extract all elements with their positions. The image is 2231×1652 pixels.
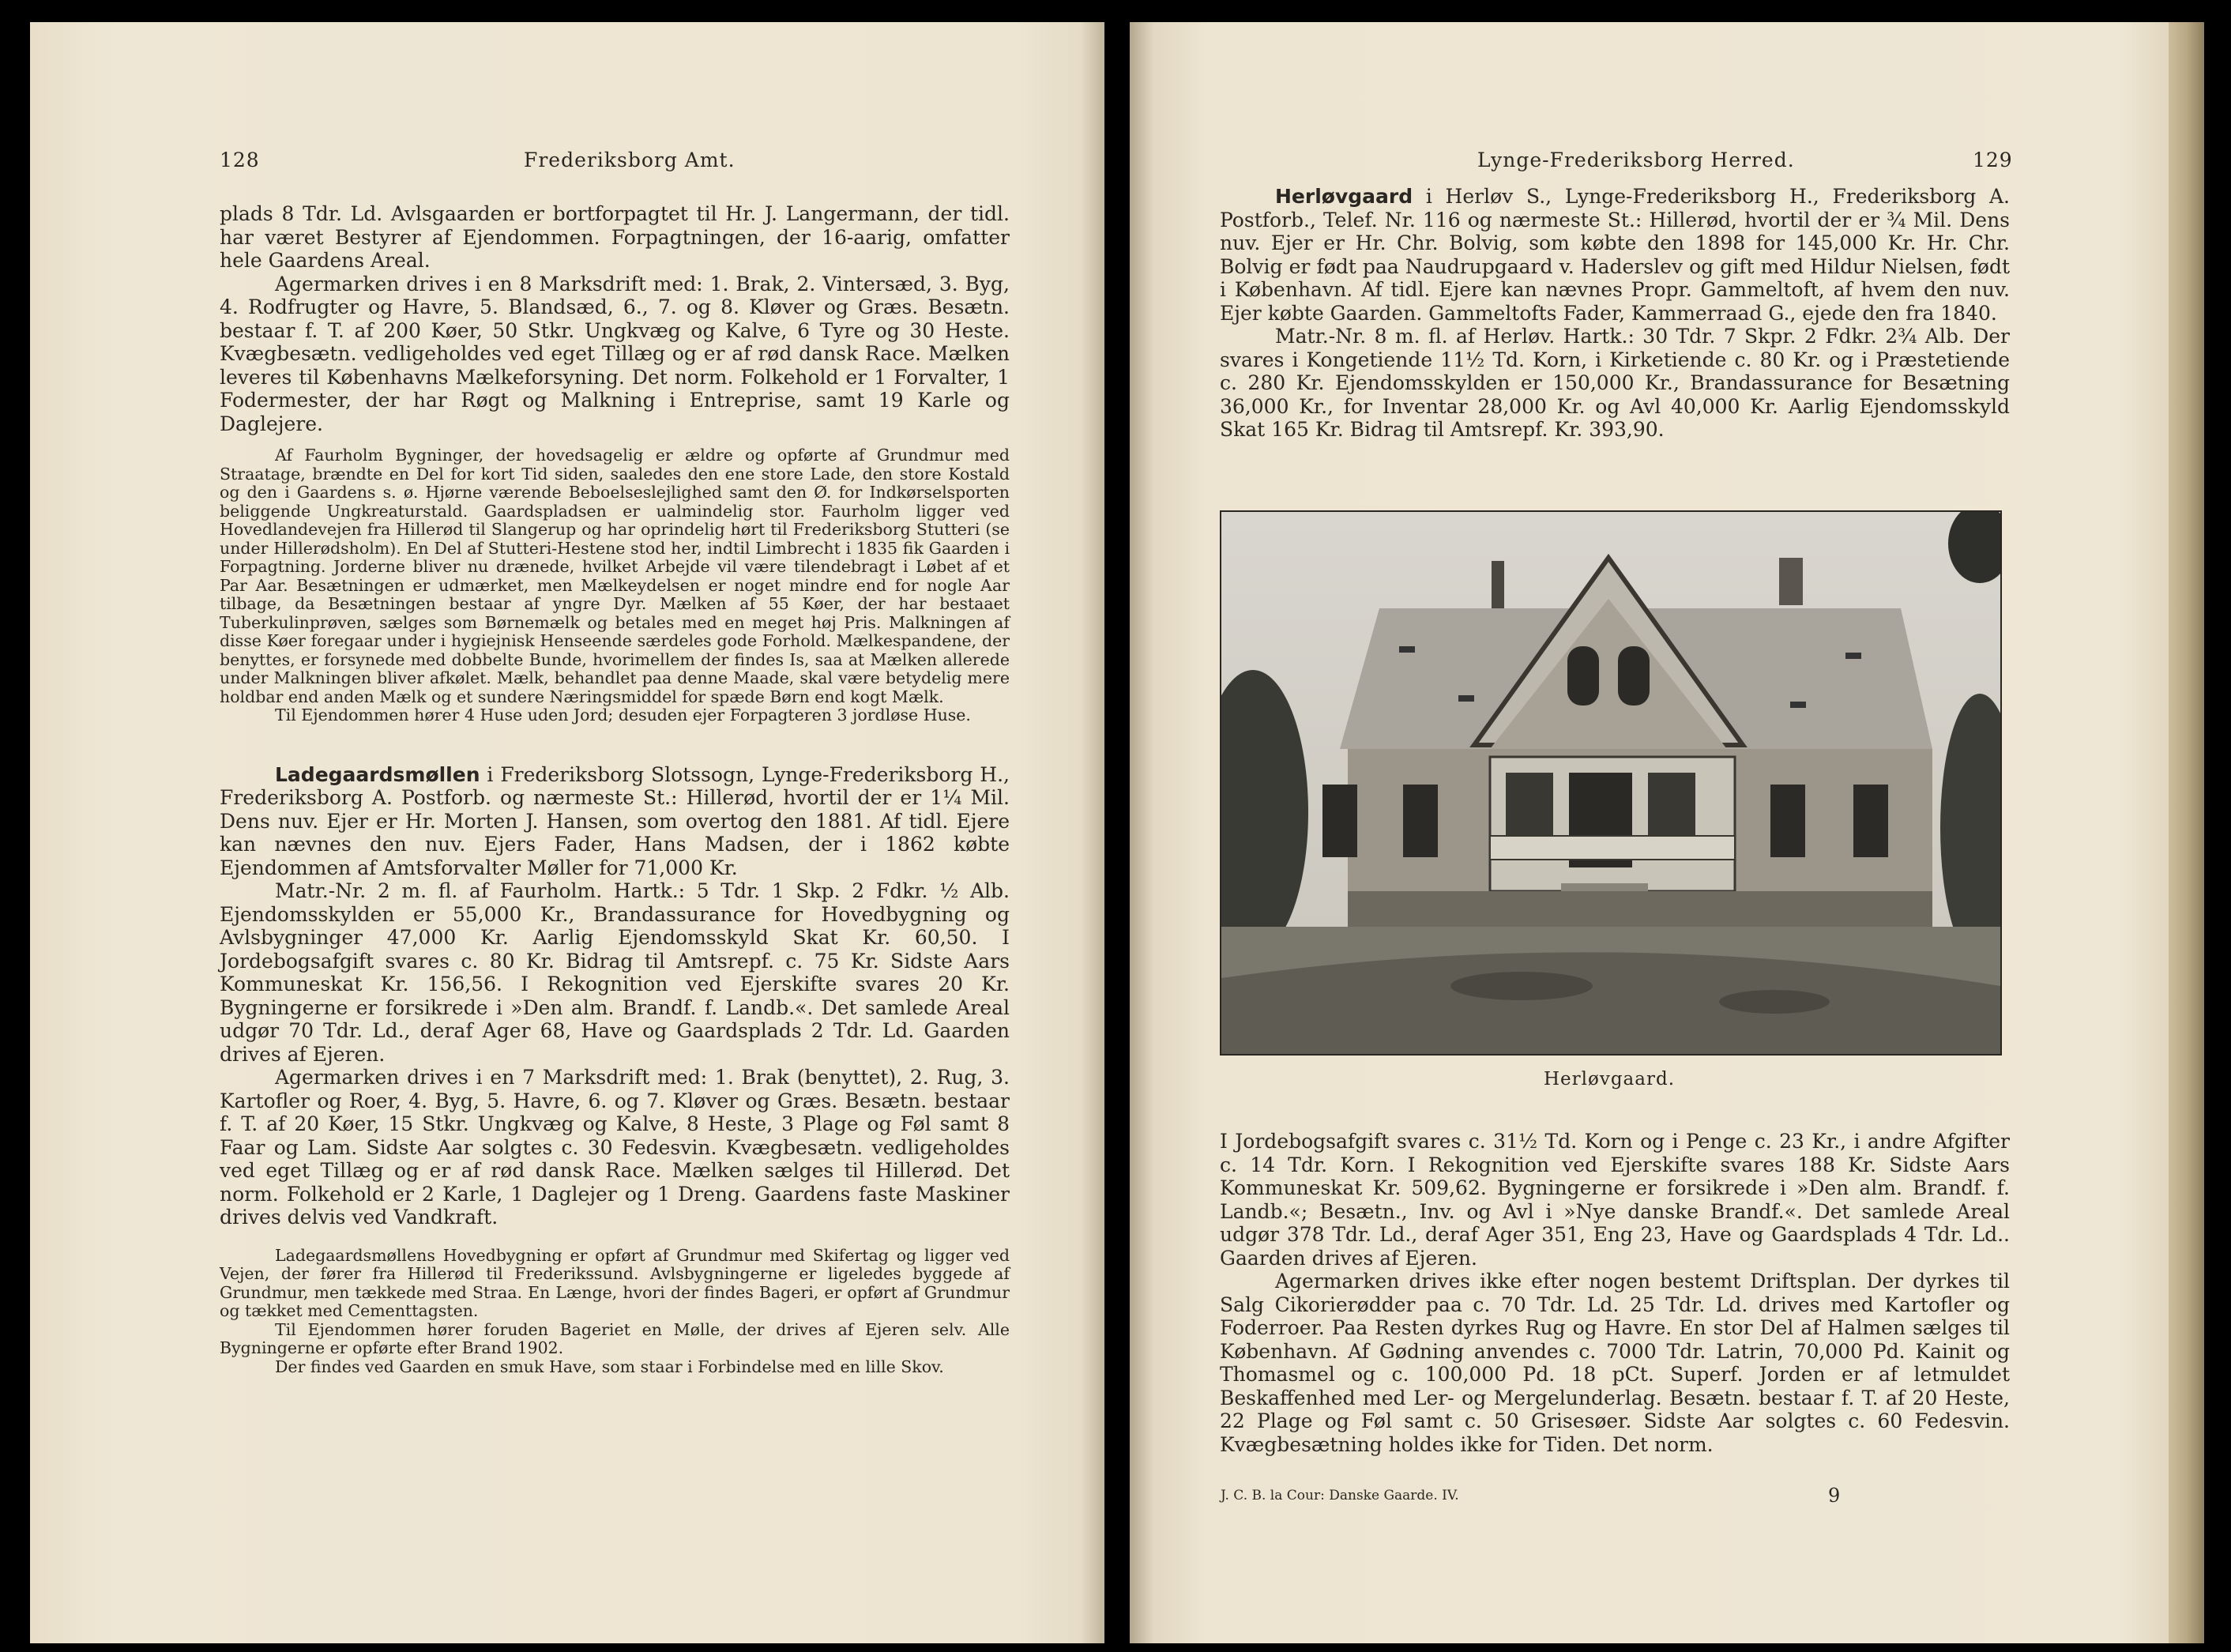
paragraph: Agermarken drives i en 8 Marksdrift med: 1. Brak, 2. Vintersæd, 3. Byg, 4. Rodfrugter og Havre, 5. Blandsæd, 6., 7. og 8. Kløver og Græs. Besætn. bestaar f. T. af 200 Køer, 50 Stkr. Ungkvæg og Kalve, 6 Tyre og 30 Heste. Kvægbesætn. vedligeholdes ved eget Tillæg og er af rød dansk Race. Mælken leveres til Københavns Mælkeforsyning. Det norm. Folkehold er 1 Forvalter, 1 Fodermester, der har Røgt og Malkning i Entreprise, samt 19 Karle og Daglejere. (220, 272, 1010, 435)
left-page (30, 22, 1104, 1643)
footer-signature: J. C. B. la Cour: Danske Gaarde. IV. (1221, 1488, 1459, 1503)
herlovgaard-photo (1220, 510, 2002, 1056)
small-print-paragraph: Af Faurholm Bygninger, der hovedsagelig er ældre og opførte af Grundmur med Straatage, brændte en Del for kort Tid siden, saaledes den ene store Lade, den store Kostald og den i Gaardens s. ø. Hjørne værende Beboelseslejlighed samt den Ø. for Indkørselsporten beliggende Ungkreaturstald. Gaardspladsen er ualmindelig stor. Faurholm ligger ved Hovedlandevejen fra Hillerød til Slangerup og har oprindelig hørt til Frederiksborg Stutteri (se under Hillerødsholm). En Del af Stutteri-Hestene stod her, indtil Limbrecht i 1835 fik Gaarden i Forpagtning. Jorderne bliver nu drænede, hvilket Arbejde vil være tilendebragt i Løbet af et Par Aar. Besætningen er udmærket, men Mælkeydelsen er noget mindre end for nogle Aar tilbage, da Besætningen bestaar af yngre Dyr. Mælken af 55 Køer, der har bestaaet Tuberkulinprøven, sælges som Børnemælk og betales med en meget høj Pris. Malkningen af disse Køer foregaar under i hygiejnisk Henseende særdeles gode Forhold. Mælkespandene, der benyttes, er forsynede med dobbelte Bunde, hvorimellem der findes Is, saa at Mælken allerede under Malkningen bliver afkølet. Mælk, behandlet paa denne Maade, skal være betydelig mere holdbar end anden Mælk og et sundere Næringsmiddel for spæde Børn end kogt Mælk. (220, 446, 1010, 706)
left-running-head: Frederiksborg Amt. (524, 149, 736, 171)
house-photo-illustration (1221, 512, 2000, 1054)
entry-title: Herløvgaard (1275, 185, 1413, 208)
entry-text: i Herløv S., Lynge-Frederiksborg H., Frederiksborg A. Postforb., Telef. Nr. 116 og nærmeste St.: Hillerød, hvortil der er ¾ Mil. Dens nuv. Ejer er Hr. Chr. Bolvig, som købte den 1898 for 145,000 Kr. Hr. Chr. Bolvig er født paa Naudrupgaard v. Haderslev og gift med Hildur Nielsen, født i København. Af tidl. Ejere kan nævnes Propr. Gammeltoft, af hvem den nuv. Ejer købte Gaarden. Gammeltofts Fader, Kammerraad G., ejede den fra 1840. (1220, 185, 2010, 325)
paragraph: Matr.-Nr. 2 m. fl. af Faurholm. Hartk.: 5 Tdr. 1 Skp. 2 Fdkr. ½ Alb. Ejendomsskylden er 55,000 Kr., Brandassurance for Hovedbygning og Avlsbygninger 47,000 Kr. Aarlig Ejendomsskyld Skat Kr. 60,50. I Jordebogsafgift svares c. 80 Kr. Bidrag til Amtsrepf. c. 75 Kr. Sidste Aars Kommuneskat Kr. 156,56. I Rekognition ved Ejerskifte svares 20 Kr. Bygningerne er forsikrede i »Den alm. Brandf. f. Landb.«. Det samlede Areal udgør 70 Tdr. Ld., deraf Ager 68, Have og Gaardsplads 2 Tdr. Ld. Gaarden drives af Ejeren. (220, 879, 1010, 1066)
left-text-column (220, 202, 1010, 1376)
small-print-paragraph: Ladegaardsmøllens Hovedbygning er opført af Grundmur med Skifertag og ligger ved Vejen, der fører fra Hillerød til Frederikssund. Avlsbygningerne er ligeledes byggede af Grundmur, men tækkede med Straa. En Længe, hvori der findes Bageri, er opført af Grundmur og tækket med Cementtagsten. (220, 1245, 1010, 1320)
small-print-paragraph: Til Ejendommen hører foruden Bageriet en Mølle, der drives af Ejeren selv. Alle Bygningerne er opførte efter Brand 1902. (220, 1319, 1010, 1357)
left-page-number: 128 (220, 149, 260, 171)
page-edge (2169, 22, 2204, 1643)
paragraph: I Jordebogsafgift svares c. 31½ Td. Korn og i Penge c. 23 Kr., i andre Afgifter c. 14 Tdr. Korn. I Rekognition ved Ejerskifte svares 188 Kr. Sidste Aars Kommuneskat Kr. 509,62. Bygningerne er forsikrede i »Den alm. Brandf. f. Landb.«; Besætn., Inv. og Avl i »Nye danske Brandf.«. Det samlede Areal udgør 378 Tdr. Ld., deraf Ager 351, Eng 23, Have og Gaardsplads 4 Tdr. Ld.. Gaarden drives af Ejeren. (1220, 1130, 2010, 1270)
right-top-text-column (1220, 185, 2010, 442)
spine-shadow (1081, 22, 1104, 1643)
photo-caption: Herløvgaard. (1543, 1069, 1676, 1089)
right-page (1130, 22, 2204, 1643)
paragraph: Matr.-Nr. 8 m. fl. af Herløv. Hartk.: 30 Tdr. 7 Skpr. 2 Fdkr. 2¾ Alb. Der svares i Kongetiende 11½ Td. Korn, i Kirketiende c. 80 Kr. og i Præstetiende c. 280 Kr. Ejendomsskylden er 150,000 Kr., Brandassurance for Besætning 36,000 Kr., for Inventar 28,000 Kr. og Avl 40,000 Kr. Aarlig Ejendomsskyld Skat 165 Kr. Bidrag til Amtsrepf. Kr. 393,90. (1220, 325, 2010, 441)
paragraph: Agermarken drives ikke efter nogen bestemt Driftsplan. Der dyrkes til Salg Cikorierødder paa c. 70 Tdr. Ld. 25 Tdr. Ld. drives med Kartofler og Foderroer. Paa Resten dyrkes Rug og Havre. En stor Del af Halmen sælges til København. Af Gødning anvendes c. 7000 Tdr. Latrin, 70,000 Pd. Kainit og Thomasmel og c. 100,000 Pd. 18 pCt. Superf. Jorden er af letmuldet Beskaffenhed med Ler- og Mergelunderlag. Besætn. bestaar f. T. af 20 Heste, 22 Plage og Føl samt c. 50 Grisesøer. Sidste Aar solgtes c. 60 Fedesvin. Kvægbesætning holdes ikke for Tiden. Det norm. (1220, 1270, 2010, 1456)
paragraph: plads 8 Tdr. Ld. Avlsgaarden er bortforpagtet til Hr. J. Langermann, der tidl. har været Bestyrer af Ejendommen. Forpagtningen, der 16-aarig, omfatter hele Gaardens Areal. (220, 202, 1010, 272)
paragraph: Agermarken drives i en 7 Marksdrift med: 1. Brak (benyttet), 2. Rug, 3. Kartofler og Roer, 4. Byg, 5. Havre, 6. og 7. Kløver og Græs. Besætn. bestaar f. T. af 20 Køer, 15 Stkr. Ungkvæg og Kalve, 8 Heste, 3 Plage og Føl samt 8 Faar og Lam. Sidste Aar solgtes c. 30 Fedesvin. Kvægbesætn. vedligeholdes ved eget Tillæg og er af rød dansk Race. Mælken sælges til Hillerød. Det norm. Folkehold er 2 Karle, 1 Daglejer og 1 Dreng. Gaardens faste Maskiner drives delvis ved Vandkraft. (220, 1066, 1010, 1229)
footer-sheet-number: 9 (1828, 1485, 1841, 1507)
right-bottom-text-column (1220, 1130, 2010, 1456)
right-running-head: Lynge-Frederiksborg Herred. (1477, 149, 1795, 171)
entry-paragraph (220, 763, 1010, 880)
entry-text: i Frederiksborg Slotssogn, Lynge-Frederiksborg H., Frederiksborg A. Postforb. og nærmeste St.: Hillerød, hvortil der er 1¼ Mil. Dens nuv. Ejer er Hr. Morten J. Hansen, som overtog den 1881. Af tidl. Ejere kan nævnes den nuv. Ejers Fader, Hans Madsen, der i 1862 købte Ejendommen af Amtsforvalter Møller for 71,000 Kr. (220, 762, 1010, 879)
small-print-paragraph: Til Ejendommen hører 4 Huse uden Jord; desuden ejer Forpagteren 3 jordløse Huse. (275, 706, 971, 724)
right-page-number: 129 (1973, 149, 2013, 171)
spine-shadow (1130, 22, 1153, 1643)
entry-paragraph (1220, 185, 2010, 325)
entry-title: Ladegaardsmøllen (275, 762, 480, 786)
small-print-paragraph: Der findes ved Gaarden en smuk Have, som staar i Forbindelse med en lille Skov. (275, 1357, 944, 1376)
